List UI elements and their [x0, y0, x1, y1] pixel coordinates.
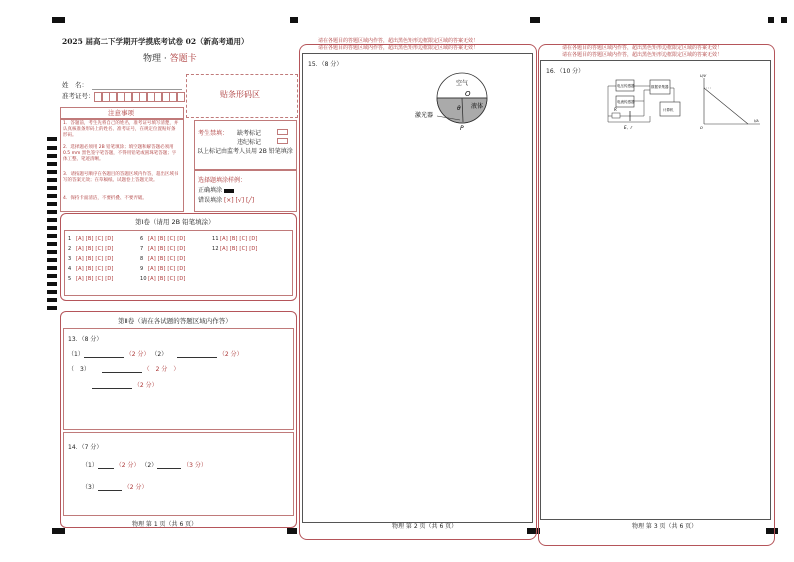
mcq-row[interactable]	[140, 266, 186, 272]
warning-text: 请在各题目的答题区域内作答，超出黑色矩形边框限定区域的答案无效！	[318, 38, 479, 44]
q15-diagram	[415, 72, 515, 132]
mcq-number: 4	[68, 266, 72, 272]
notice-item: 4．保持卡面清洁，不要折叠、不要弄破。	[63, 196, 147, 201]
mcq-options[interactable]: [A] [B] [C] [D]	[76, 246, 114, 252]
timing-bar	[47, 154, 57, 158]
timing-bar	[47, 250, 57, 254]
page-footer: 物理 第 2 页（共 6 页）	[392, 523, 458, 530]
q13-p1-blank[interactable]	[84, 350, 124, 358]
fill-example-title: 选择题填涂样例：	[198, 177, 247, 184]
mcq-options[interactable]: [A] [B] [C] [D]	[148, 246, 186, 252]
q16-title: 16．（10 分）	[546, 68, 585, 75]
q14-p1-blank[interactable]	[98, 461, 114, 469]
page-subtitle	[143, 51, 197, 64]
mcq-number: 8	[140, 256, 144, 262]
label-liquid: 液体	[471, 103, 484, 110]
circuit-label: 电压传感器	[617, 84, 635, 88]
label-laser: 激光器	[415, 112, 434, 119]
circuit-letter: E、r	[624, 125, 633, 130]
mcq-row[interactable]	[212, 246, 258, 252]
alignment-mark	[768, 17, 774, 23]
warning-text: 请在各题目的答题区域内作答，超出黑色矩形边框限定区域的答案无效！	[562, 45, 723, 51]
timing-bar	[47, 202, 57, 206]
q16-graph	[698, 72, 766, 132]
timing-bar	[47, 298, 57, 302]
timing-bar	[47, 258, 57, 262]
alignment-mark	[530, 17, 540, 23]
q15-title: 15．（8 分）	[308, 61, 343, 68]
wrong-fill-label	[198, 195, 254, 204]
correct-fill-sample	[224, 189, 234, 193]
mcq-number: 12	[212, 246, 219, 252]
q13-p1-label: （1）	[68, 351, 84, 358]
mcq-number: 9	[140, 266, 144, 272]
label-p: P	[460, 125, 464, 132]
timing-bar	[47, 274, 57, 278]
card-type-label: 答题卡	[169, 54, 197, 64]
correct-fill-text: 正确填涂	[198, 187, 223, 194]
subtitle-separator: ·	[163, 54, 167, 64]
warning-text: 请在各题目的答题区域内作答，超出黑色矩形边框限定区域的答案无效！	[318, 45, 479, 51]
circuit-label: 计算机	[663, 108, 674, 112]
mcq-number: 10	[140, 276, 147, 282]
q14-p3-score: （2 分）	[123, 484, 148, 491]
page-footer: 物理 第 3 页（共 6 页）	[632, 523, 698, 530]
wrong-fill-text: 错误填涂	[198, 197, 223, 204]
notice-item: 2．选择题必须用 2B 铅笔填涂；填空题和解答题必须用 0.5 mm 黑色签字笔答题，不得用铅笔或圆珠笔答题；字体工整、笔迹清晰。	[63, 145, 177, 162]
timing-bar	[47, 146, 57, 150]
q13-part3	[68, 364, 179, 373]
q13-p2-score: （2 分）	[218, 351, 243, 358]
timing-bar	[47, 306, 57, 310]
timing-bar	[47, 210, 57, 214]
warning-text: 请在各题目的答题区域内作答，超出黑色矩形边框限定区域的答案无效！	[562, 52, 723, 58]
q14-p3-label: （3）	[82, 484, 98, 491]
circuit-label: 电流传感器	[617, 100, 635, 104]
graph-origin: O	[700, 126, 703, 130]
mcq-options[interactable]: [A] [B] [C] [D]	[76, 266, 114, 272]
page-title: 2025 届高二下学期开学摸底考试卷 02（新高考通用）	[62, 37, 249, 46]
mcq-number: 1	[68, 236, 72, 242]
q13-p3-label: （ 3）	[68, 366, 90, 373]
graph-x-label: I/A	[754, 119, 759, 123]
q13-p3-blank[interactable]	[102, 365, 142, 373]
circuit-letter: R	[614, 107, 617, 112]
name-field[interactable]	[92, 89, 182, 90]
page-footer: 物理 第 1 页（共 6 页）	[132, 521, 198, 528]
id-digit-box[interactable]	[177, 92, 185, 102]
cheat-label: 违纪标记	[237, 139, 262, 146]
mcq-row[interactable]	[68, 256, 114, 262]
q14-part3	[82, 482, 147, 491]
q14-p2-score: （3 分）	[183, 462, 207, 469]
mcq-row[interactable]	[140, 276, 186, 282]
mcq-row[interactable]	[212, 236, 258, 242]
section2-title: 第Ⅱ卷（请在各试题的答题区域内作答）	[118, 317, 232, 325]
label-theta: θ	[457, 105, 461, 112]
circuit-label: 数据采集器	[651, 85, 669, 89]
alignment-mark	[52, 528, 65, 534]
mcq-number: 6	[140, 236, 144, 242]
mcq-options[interactable]: [A] [B] [C] [D]	[148, 266, 186, 272]
timing-bar	[47, 266, 57, 270]
alignment-mark	[52, 17, 65, 23]
mcq-row[interactable]	[68, 246, 114, 252]
q14-p3-blank[interactable]	[98, 483, 122, 491]
mcq-row[interactable]	[140, 246, 186, 252]
mcq-number: 2	[68, 246, 72, 252]
section1-title: 第Ⅰ卷（请用 2B 铅笔填涂）	[135, 218, 215, 226]
notice-item: 3．请按题号顺序在各题目的答题区域内作答，超出区域书写的答案无效；在草稿纸、试题卷上答题无效。	[63, 172, 179, 183]
mcq-options[interactable]: [A] [B] [C] [D]	[76, 256, 114, 262]
label-air: 空气	[456, 80, 469, 87]
mcq-number: 3	[68, 256, 72, 262]
q13-p1-score: （2 分）	[125, 351, 150, 358]
timing-bar	[47, 137, 57, 141]
mcq-row[interactable]	[68, 266, 114, 272]
mcq-row[interactable]	[140, 236, 186, 242]
resistor	[612, 113, 620, 118]
mcq-row[interactable]	[68, 236, 114, 242]
mcq-number: 7	[140, 246, 144, 252]
barcode-label: 贴条形码区	[220, 90, 260, 99]
exam-status-note: 以上标记由监考人员用 2B 铅笔填涂	[197, 148, 293, 155]
q13-part4	[92, 380, 158, 389]
wrong-fill-samples: [×] [√] [╱]	[223, 197, 255, 204]
mcq-row[interactable]	[140, 256, 186, 262]
mcq-options[interactable]: [A] [B] [C] [D]	[148, 236, 186, 242]
graph-y-label: U/V	[700, 74, 707, 78]
timing-bar	[47, 194, 57, 198]
timing-bar	[47, 170, 57, 174]
timing-bar	[47, 162, 57, 166]
timing-bar	[47, 178, 57, 182]
q14-p2-label: （2）	[141, 462, 158, 469]
q13-title: 13．（8 分）	[68, 336, 103, 343]
mcq-options[interactable]: [A] [B] [C] [D]	[148, 256, 186, 262]
q13-area	[63, 328, 294, 430]
id-label: 准考证号：	[62, 92, 95, 100]
mcq-row[interactable]	[68, 276, 114, 282]
alignment-mark	[781, 17, 787, 23]
q13-p3-score: （ 2 分 ）	[143, 366, 180, 373]
timing-bar	[47, 290, 57, 294]
name-label: 姓 名：	[62, 81, 88, 89]
absent-label: 缺考标记	[237, 130, 262, 137]
label-o: O	[465, 90, 471, 98]
timing-bar	[47, 242, 57, 246]
mcq-options[interactable]: [A] [B] [C] [D]	[148, 276, 186, 282]
alignment-mark	[287, 528, 297, 534]
q13-p4-score: （2 分）	[133, 382, 158, 389]
q13-p2-blank[interactable]	[177, 350, 217, 358]
notice-title: 注意事项	[108, 109, 134, 117]
q13-part2	[177, 349, 243, 358]
q16-circuit	[600, 76, 690, 136]
q14-p1-label: （1）	[82, 462, 98, 469]
q13-p4-blank[interactable]	[92, 381, 132, 389]
mcq-options[interactable]: [A] [B] [C] [D]	[76, 276, 114, 282]
timing-bar	[47, 226, 57, 230]
q14-p2-blank[interactable]	[157, 461, 181, 469]
q13-part1	[68, 349, 167, 358]
exam-status-label: 考生禁填：	[198, 130, 229, 137]
alignment-mark	[290, 17, 298, 23]
mcq-options[interactable]: [A] [B] [C] [D]	[220, 236, 258, 242]
mcq-number: 5	[68, 276, 72, 282]
mcq-number: 11	[212, 236, 219, 242]
timing-bar	[47, 218, 57, 222]
mcq-options[interactable]: [A] [B] [C] [D]	[76, 236, 114, 242]
cheat-checkbox[interactable]	[277, 138, 288, 144]
subject-label: 物理	[143, 54, 162, 64]
q14-part1	[82, 460, 207, 469]
q14-title: 14．（7 分）	[68, 444, 103, 451]
graph-line	[704, 88, 748, 124]
q13-p2-label: （2）	[151, 351, 168, 358]
correct-fill-label	[198, 185, 234, 194]
timing-bar	[47, 234, 57, 238]
mcq-options[interactable]: [A] [B] [C] [D]	[220, 246, 258, 252]
timing-bar	[47, 282, 57, 286]
notice-item: 1．答题前，考生先将自己的姓名，准考证号填写清楚，并认真核准条形码上的姓名、准考证号，在规定位置贴好条形码。	[63, 121, 179, 138]
timing-bar	[47, 186, 57, 190]
absent-checkbox[interactable]	[277, 129, 288, 135]
q14-p1-score: （2 分）	[115, 462, 140, 469]
